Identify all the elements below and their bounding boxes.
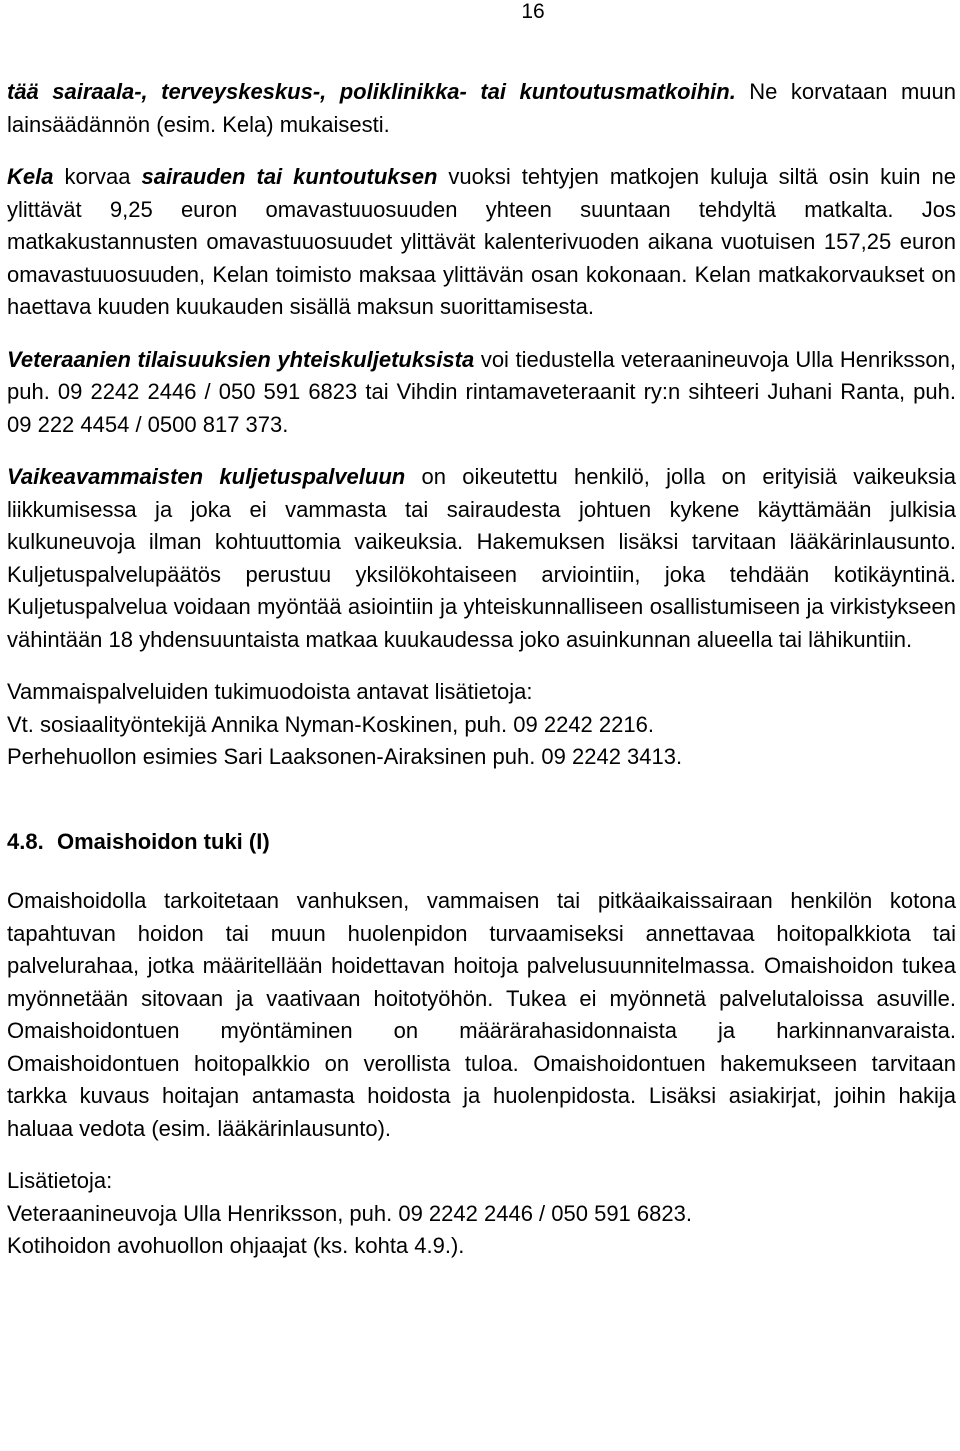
emphasis-text: sairauden tai kuntoutuksen [141, 164, 438, 189]
emphasis-text: Kela [7, 164, 54, 189]
paragraph-contacts [7, 676, 956, 774]
page-number: 16 [521, 0, 545, 23]
emphasis-text: Vaikeavammaisten kuljetuspalveluun [7, 464, 406, 489]
emphasis-text: Veteraanien tilaisuuksien yhteiskuljetuksista [7, 346, 475, 372]
section-heading [7, 826, 956, 859]
section-number: 4.8. [7, 828, 44, 854]
paragraph-text: Ne korvataan muun lainsäädännön (esim. Kela) mukaisesti. [7, 79, 956, 137]
paragraph-caregiver-support: Omaishoidolla tarkoitetaan vanhuksen, vammaisen tai pitkäaikaissairaan henkilön kotona tapahtuvan hoidon tai muun huolenpidon turvaamiseksi annettavaa hoitopalkkiota tai palvelurahaa, jotka määritellään hoidettavan hoitoja palvelusuunnitelmassa. Omaishoidon tukea myönnetään sitovaan ja vaativaan hoitotyöhön. Tukea ei myönnetä palvelutaloissa asuville. Omaishoidontuen myöntäminen on määrärahasidonnaista ja harkinnanvaraista. Omaishoidontuen hoitopalkkio on verollista tuloa. Omaishoidontuen hakemukseen tarvitaan tarkka kuvaus hoitajan antamasta hoidosta ja huolenpidosta. Lisäksi asiakirjat, joihin hakija haluaa vedota (esim. lääkärinlausunto). [7, 888, 956, 1141]
info-line: Lisätietoja: [7, 1168, 113, 1193]
info-line: Veteraanineuvoja Ulla Henriksson, puh. 09 2242 2446 / 050 591 6823. [7, 1200, 692, 1226]
contact-line: Perhehuollon esimies Sari Laaksonen-Airaksinen puh. 09 2242 3413. [7, 744, 683, 769]
paragraph-more-info [7, 1165, 956, 1263]
info-line: Kotihoidon avohuollon ohjaajat (ks. kohta 4.9.). [7, 1233, 465, 1258]
paragraph-travel-costs [7, 76, 956, 141]
paragraph-kela [7, 161, 956, 324]
paragraph-veterans-transport [7, 344, 956, 442]
document-body [7, 76, 956, 1263]
paragraph-text: on oikeutettu henkilö, jolla on erityisiä vaikeuksia liikkumisessa ja joka ei vammasta tai sairaudesta johtuen kykene käyttämään julkisia kulkuneuvoja ilman kohtuuttomia vaikeuksia. Hakemuksen lisäksi tarvitaan lääkärinlausunto. Kuljetuspalvelupäätös perustuu yksilökohtaiseen arviointiin, joka tehdään kotikäyntinä. Kuljetuspalvelua voidaan myöntää asiointiin ja yhteiskunnalliseen osallistumiseen ja virkistykseen vähintään 18 yhdensuuntaista matkaa kuukaudessa joko asuinkunnan alueella tai lähikuntiin. [7, 464, 956, 652]
paragraph-disability-transport [7, 461, 956, 656]
paragraph-text: korvaa [53, 164, 142, 189]
contact-line: Vammaispalveluiden tukimuodoista antavat lisätietoja: [7, 679, 533, 704]
paragraph-text: voi tiedustella veteraanineuvoja Ulla Henriksson, puh. 09 2242 2446 / 050 591 6823 tai Vihdin rintamaveteraanit ry:n sihteeri Juhani Ranta, puh. 09 222 4454 / 0500 817 373. [7, 346, 957, 437]
paragraph-text: vuoksi tehtyjen matkojen kuluja siltä osin kuin ne ylittävät 9,25 euron omavastuuosuuden yhteen suuntaan tehdyltä matkalta. Jos matkakustannusten omavastuuosuudet ylittävät kalenterivuoden aikana vuotuisen 157,25 euron omavastuuosuuden, Kelan toimisto maksaa ylittävän osan kokonaan. Kelan matkakorvaukset on haettava kuuden kuukauden sisällä maksun suorittamisesta. [7, 164, 956, 319]
section-title: Omaishoidon tuki (I) [57, 828, 270, 854]
contact-line: Vt. sosiaalityöntekijä Annika Nyman-Koskinen, puh. 09 2242 2216. [7, 711, 654, 737]
emphasis-text: tää sairaala-, terveyskeskus-, poliklinikka- tai kuntoutusmatkoihin. [7, 79, 736, 104]
